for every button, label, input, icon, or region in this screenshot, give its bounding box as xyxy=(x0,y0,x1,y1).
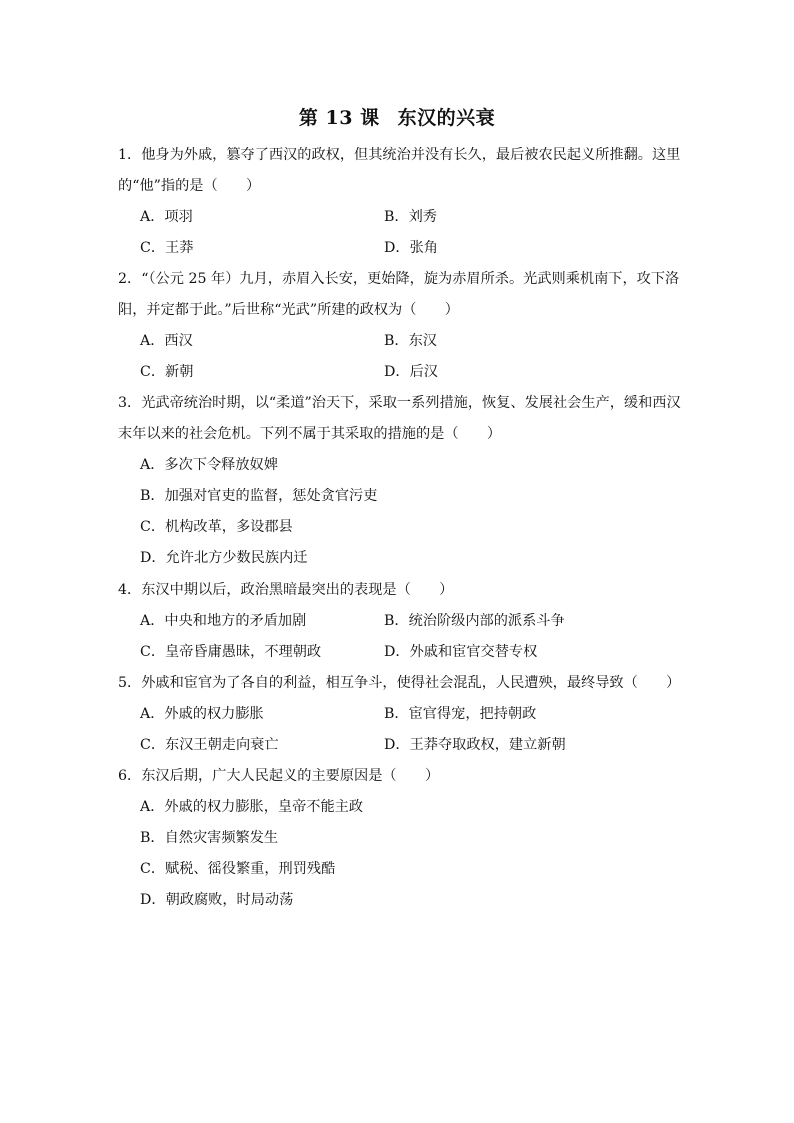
question-5 xyxy=(118,668,688,761)
option-d: D．后汉 xyxy=(384,364,438,380)
option-a: A．外戚的权力膨胀，皇帝不能主政 xyxy=(140,799,364,815)
option-d: D．王莽夺取政权，建立新朝 xyxy=(384,737,566,753)
options-row xyxy=(118,357,688,388)
question-6 xyxy=(118,761,688,916)
option-a: A．多次下令释放奴婢 xyxy=(140,457,278,473)
option-d: D．朝政腐败，时局动荡 xyxy=(140,892,294,908)
page-title xyxy=(0,103,794,130)
option-c: C．东汉王朝走向衰亡 xyxy=(140,737,279,753)
option-c: C．王莽 xyxy=(140,240,194,256)
option-a: A．中央和地方的矛盾加剧 xyxy=(140,613,307,629)
question-stem: 3．光武帝统治时期，以“柔道”治天下，采取一系列措施，恢复、发展社会生产，缓和西汉末年以来的社会危机。下列不属于其采取的措施的是（ ） xyxy=(118,395,681,442)
option-a: A．外戚的权力膨胀 xyxy=(140,706,264,722)
options-row xyxy=(118,202,688,233)
options-row xyxy=(118,233,688,264)
option-a: A．西汉 xyxy=(140,333,193,349)
lesson-number: 第 13 课 xyxy=(298,107,380,129)
question-stem: 5．外戚和宦官为了各自的利益，相互争斗，使得社会混乱，人民遭殃，最终导致（ ） xyxy=(118,675,681,691)
options-row xyxy=(118,730,688,761)
option-b: B．刘秀 xyxy=(384,209,437,225)
option-d: D．张角 xyxy=(384,240,438,256)
option-a: A．项羽 xyxy=(140,209,193,225)
lesson-name: 东汉的兴衰 xyxy=(397,107,496,129)
options-row xyxy=(118,637,688,668)
options-row xyxy=(118,699,688,730)
option-b: B．统治阶级内部的派系斗争 xyxy=(384,613,565,629)
question-4 xyxy=(118,575,688,668)
option-b: B．自然灾害频繁发生 xyxy=(140,830,279,846)
question-1 xyxy=(118,140,688,264)
option-d: D．外戚和宦官交替专权 xyxy=(384,644,538,660)
option-c: C．皇帝昏庸愚昧，不理朝政 xyxy=(140,644,322,660)
option-b: B．加强对官吏的监督，惩处贪官污吏 xyxy=(140,488,378,504)
option-c: C．赋税、徭役繁重，刑罚残酷 xyxy=(140,861,336,877)
question-stem: 6．东汉后期，广大人民起义的主要原因是（ ） xyxy=(118,768,440,784)
option-b: B．东汉 xyxy=(384,333,437,349)
question-stem: 1．他身为外戚，篡夺了西汉的政权，但其统治并没有长久，最后被农民起义所推翻。这里的“他”指的是（ ） xyxy=(118,147,681,194)
option-b: B．宦官得宠，把持朝政 xyxy=(384,706,537,722)
question-stem: 2．“（公元 25 年）九月，赤眉入长安，更始降，旋为赤眉所杀。光武则乘机南下，攻下洛阳，并定都于此。”后世称“光武”所建的政权为（ ） xyxy=(118,271,680,318)
question-3 xyxy=(118,388,688,574)
option-c: C．新朝 xyxy=(140,364,194,380)
option-c: C．机构改革，多设郡县 xyxy=(140,519,293,535)
question-stem: 4．东汉中期以后，政治黑暗最突出的表现是（ ） xyxy=(118,582,454,598)
question-2 xyxy=(118,264,688,388)
option-d: D．允许北方少数民族内迁 xyxy=(140,550,308,566)
options-row xyxy=(118,606,688,637)
options-row xyxy=(118,326,688,357)
